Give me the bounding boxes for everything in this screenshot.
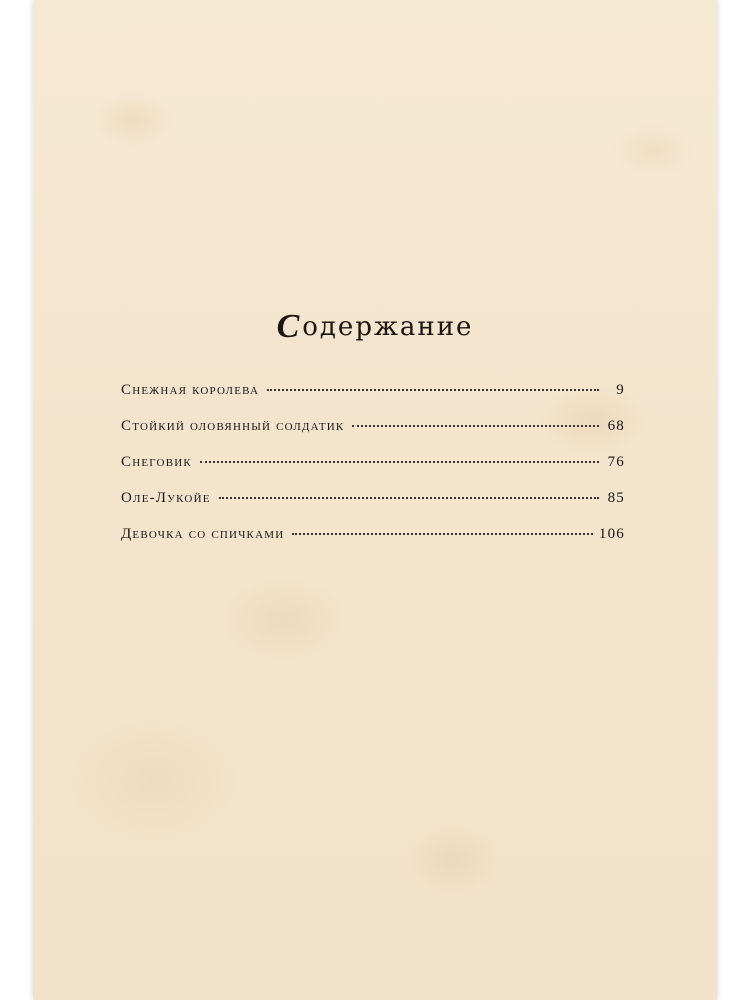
toc-entry[interactable] (121, 454, 625, 490)
toc-entry-title: Девочка со спичками (121, 526, 285, 542)
toc-entry-title: Оле-Лукойе (121, 490, 211, 506)
toc-leader-dots (292, 533, 593, 535)
toc-leader-dots (200, 461, 599, 463)
page-title (33, 308, 717, 346)
toc-leader-dots (267, 389, 599, 391)
toc-entry-page: 106 (598, 526, 625, 542)
title-text: одержание (302, 312, 474, 342)
toc-leader-dots (352, 425, 599, 427)
toc-entry-page: 9 (616, 382, 625, 398)
table-of-contents (121, 382, 625, 562)
title-initial-letter: С (276, 308, 302, 345)
toc-entry-page: 68 (607, 418, 625, 434)
toc-entry-page: 76 (607, 454, 625, 470)
toc-entry[interactable] (121, 526, 625, 562)
toc-leader-dots (219, 497, 599, 499)
toc-entry-page: 85 (607, 490, 625, 506)
toc-entry[interactable] (121, 418, 625, 454)
book-page (33, 0, 717, 1000)
toc-entry-title: Снежная королева (121, 382, 260, 398)
toc-entry-title: Стойкий оловянный солдатик (121, 418, 345, 434)
toc-entry[interactable] (121, 490, 625, 526)
toc-entry[interactable] (121, 382, 625, 418)
toc-entry-title: Снеговик (121, 454, 192, 470)
